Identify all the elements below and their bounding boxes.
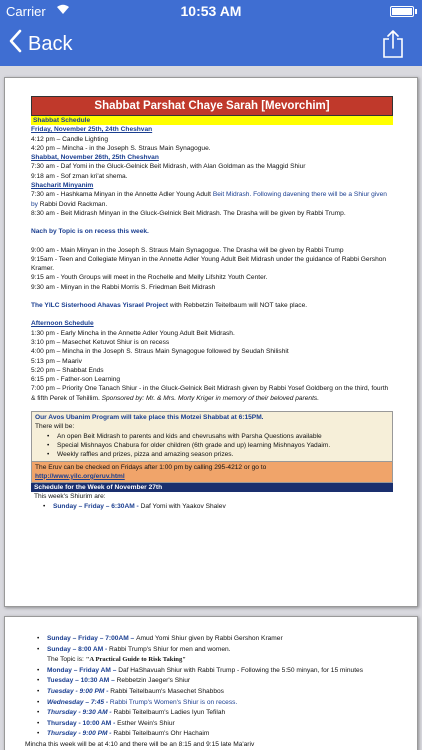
bulletin-content-2 (25, 634, 397, 750)
avos-box (31, 411, 393, 461)
shiur-text: Daf HaShavuah Shiur with Rabbi Trump - Following the 5:50 minyan, for 15 minutes (118, 666, 364, 674)
tanach-line (31, 384, 393, 403)
shacharit-text-blue: Beit Midrash. Following davening there will be a Shiur given by (31, 191, 387, 208)
shacharit-line: 8:30 am - Beit Midrash Minyan in the Gluck-Gelnick Beit Midrash. The Drasha will be given by Rabbi Trump. (31, 209, 346, 217)
carrier-label: Carrier (6, 4, 46, 19)
bulletin-content (31, 96, 393, 511)
week-list (31, 502, 393, 511)
shabbat-line: 9:18 am - Sof zman kri'at shema. (31, 172, 128, 180)
sisterhood-title: The YILC Sisterhood Ahavas Yisrael Project (31, 302, 169, 310)
shiur-day: Thursday - 9:30 AM - (47, 709, 114, 717)
shacharit-line (31, 190, 393, 209)
list-item (25, 708, 397, 719)
shiur-text: Rabbi Teitelbaum's Ladies Iyun Tefilah (113, 709, 226, 717)
list-item (25, 729, 397, 740)
shiur-text: Esther Wein's Shiur (117, 719, 175, 727)
shiur-text: Rabbi Trump's Shiur for men and women. (109, 645, 231, 653)
friday-date: Friday, November 25th, 24th Cheshvan (31, 126, 153, 134)
navigation-bar (0, 22, 422, 66)
shabbat-date: Shabbat, November 26th, 25th Cheshvan (31, 154, 159, 162)
nach-note: Nach by Topic is on recess this week. (31, 228, 149, 236)
tanach-sponsor: Sponsored by: Mr. & Mrs. Morty Kriger in memory of their beloved parents. (101, 394, 320, 402)
share-icon (382, 30, 404, 58)
shiur-text: Amud Yomi Shiur given by Rabbi Gershon Kramer (136, 635, 283, 642)
tanach-text: 7:00 pm – Priority One Tanach Shiur - in the Gluck-Gelnick Beit Midrash given by Rabbi Yosef Goldberg on the third, fourth & fifth Perek of Tehillim. (31, 385, 389, 402)
afternoon-line: 5:20 pm – Shabbat Ends (31, 366, 104, 374)
eruv-link[interactable]: http://www.yilc.org/eruv.html (35, 472, 125, 480)
minyan-line: 9:30 am - Minyan in the Rabbi Morris S. Friedman Beit Midrash (31, 283, 216, 291)
list-item (25, 645, 397, 666)
week-intro: This week's Shiurim are: (34, 493, 106, 501)
list-item (25, 687, 397, 698)
status-bar (0, 0, 422, 22)
chevron-left-icon (8, 29, 22, 58)
afternoon-heading: Afternoon Schedule (31, 320, 94, 328)
bulletin-title: Shabbat Parshat Chaye Sarah [Mevorchim] (31, 96, 393, 116)
week-list-continued (25, 634, 397, 740)
back-button[interactable] (8, 29, 72, 58)
sisterhood-note (31, 301, 393, 310)
share-button[interactable] (382, 30, 404, 56)
shacharit-heading: Shacharit Minyanim (31, 182, 94, 190)
afternoon-line: 3:10 pm – Masechet Ketuvot Shiur is on recess (31, 338, 170, 346)
shabbat-line: 7:30 am - Daf Yomi in the Gluck-Gelnick Beit Midrash, with Alan Goldman as the Maggid Shiur (31, 163, 306, 171)
minyan-line: 9:00 am - Main Minyan in the Joseph S. Straus Main Synagogue. The Drasha will be given by Rabbi Trump (31, 246, 344, 254)
shiur-day: Tuesday – 10:30 AM – (47, 677, 117, 685)
topic-value: "A Practical Guide to Risk Taking" (85, 656, 186, 664)
afternoon-line: 5:13 pm – Maariv (31, 357, 82, 365)
back-label: Back (28, 32, 73, 55)
list-item: • Special Mishnayos Chabura for older children (6th grade and up) learning Mishnayos Yadaim. (35, 441, 389, 450)
shiur-day: Thursday - 9:00 PM - (47, 730, 114, 738)
list-item (25, 698, 397, 709)
friday-line: 4:20 pm – Mincha - in the Joseph S. Straus Main Synagogue. (31, 144, 211, 152)
shiur-text: Rabbi Trump's Women's Shiur is on recess. (109, 698, 238, 706)
shiur-text: Rebbetzin Jaeger's Shiur (116, 677, 191, 685)
bulletin-page-1[interactable] (4, 77, 418, 607)
mincha-note: Mincha this week will be at 4:10 and there will be an 8:15 and 9:15 late Ma'ariv (25, 740, 255, 748)
schedule-heading: Shabbat Schedule (31, 116, 393, 125)
shiur-text: Rabbi Teitelbaum's Masechet Shabbos (110, 687, 224, 695)
clock: 10:53 AM (180, 3, 242, 19)
eruv-text: The Eruv can be checked on Fridays after 1:00 pm by calling 295-4212 or go to (35, 463, 267, 471)
list-item (25, 719, 397, 730)
list-item (25, 676, 397, 687)
shiur-day: Sunday – Friday – 7:00AM – (47, 635, 137, 642)
minyan-line: 9:15 am - Youth Groups will meet in the Rochelle and Melly Lifshitz Youth Center. (31, 274, 268, 282)
eruv-box (31, 462, 393, 484)
afternoon-line: 6:15 pm - Father-son Learning (31, 376, 121, 384)
afternoon-line: 4:00 pm – Mincha in the Joseph S. Straus Main Synagogue followed by Seudah Shilishit (31, 348, 289, 356)
list-item: • Weekly raffles and prizes, pizza and amazing season prizes. (35, 450, 389, 459)
minyan-line: 9:15am - Teen and Collegiate Minyan in the Annette Adler Young Adult Beit Midrash under the guidance of Rabbi Gershon Kramer. (31, 255, 387, 273)
week-heading: Schedule for the Week of November 27th (31, 483, 393, 492)
shiur-text: Daf Yomi with Yaakov Shalev (140, 502, 226, 510)
shiur-day: Tuesday - 9:00 PM - (47, 687, 111, 695)
list-item (25, 666, 397, 677)
shiur-day: Thursday - 10:00 AM - (47, 719, 118, 727)
sisterhood-text: with Rebbetzin Teitelbaum will NOT take place. (168, 302, 308, 310)
battery-icon (390, 6, 414, 17)
list-item (25, 634, 397, 645)
avos-intro: There will be: (35, 423, 75, 431)
avos-title: Our Avos Ubanim Program will take place this Motzei Shabbat at 6:15PM. (35, 414, 264, 422)
shacharit-text-end: Rabbi Dovid Rackman. (39, 200, 108, 208)
shiur-text: Rabbi Teitelbaum's Ohr Hachaim (113, 730, 210, 738)
shiur-day: Wednesday – 7:45 - (47, 698, 110, 706)
shiur-day: Monday – Friday AM – (47, 666, 119, 674)
bulletin-page-2[interactable] (4, 616, 418, 750)
list-item: • An open Beit Midrash to parents and kids and chevrusahs with Parsha Questions available (35, 432, 389, 441)
shacharit-text: 7:30 am - Hashkama Minyan in the Annette Adler Young Adult (31, 191, 213, 199)
topic-label: The Topic is: (47, 656, 86, 664)
afternoon-line: 1:30 pm - Early Mincha in the Annette Adler Young Adult Beit Midrash. (31, 329, 235, 337)
avos-list (35, 432, 389, 460)
list-item (31, 502, 393, 511)
friday-line: 4:12 pm – Candle Lighting (31, 135, 108, 143)
shiur-day: Sunday – Friday – 6:30AM - (53, 502, 141, 510)
shiur-day: Sunday – 8:00 AM - (47, 645, 110, 653)
